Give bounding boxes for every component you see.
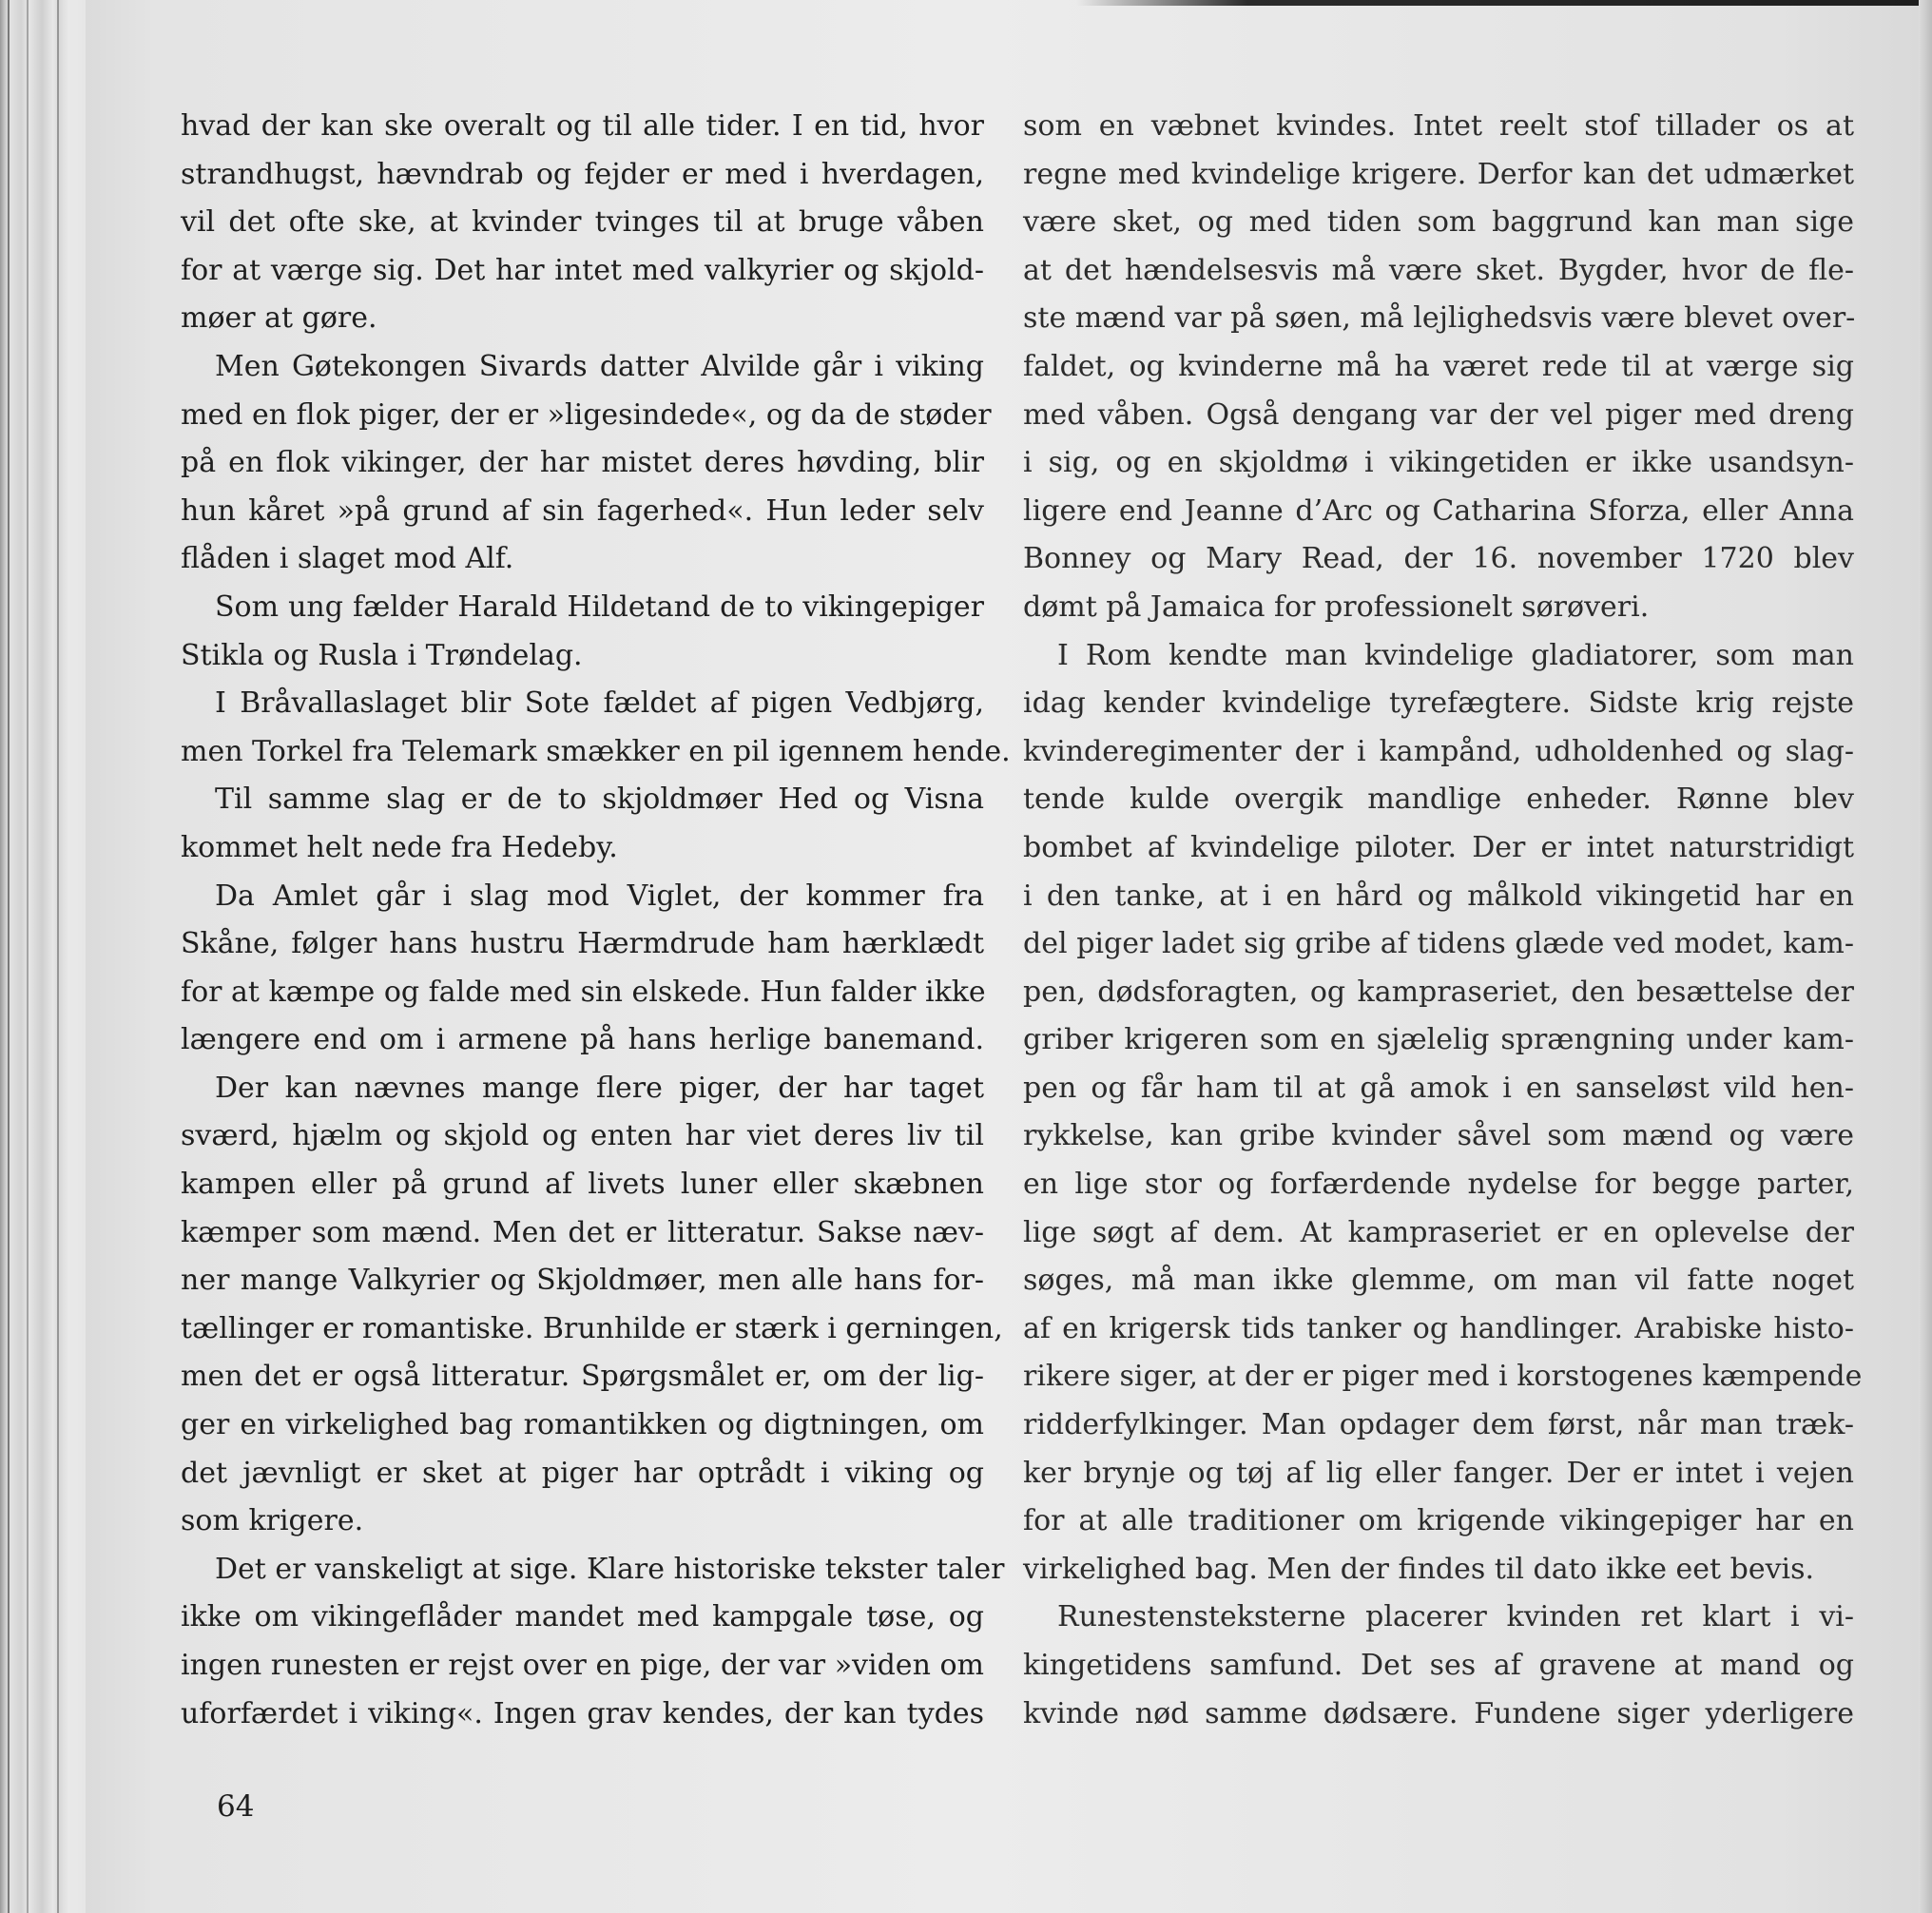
text-line: del piger ladet sig gribe af tidens glæde ved modet, kam- [1023,927,1854,961]
text-line: med en flok piger, der er »ligesindede«, og da de støder [181,397,992,432]
text-line: kingetidens samfund. Det ses af gravene at mand og [1023,1649,1854,1682]
text-line: I Rom kendte man kvindelige gladiatorer, som man [1057,638,1854,672]
text-line: pen, dødsforagten, og kampraseriet, den besættelse der [1023,975,1854,1009]
text-line: hun kåret »på grund af sin fagerhed«. Hun leder selv [181,493,984,528]
text-line: at det hændelsesvis må være sket. Bygder, hvor de fle- [1023,253,1854,287]
text-line: ingen runesten er rejst over en pige, der var »viden om [181,1649,984,1682]
text-line: som krigere. [181,1504,364,1538]
text-line: i sig, og en skjoldmø i vikingetiden er ikke usandsyn- [1023,446,1854,480]
text-line: sværd, hjælm og skjold og enten har viet deres liv til [181,1119,984,1153]
page-right-edge [1919,0,1932,1913]
text-line: uforfærdet i viking«. Ingen grav kendes, der kan tydes [181,1696,984,1730]
text-line: Det er vanskeligt at sige. Klare historiske tekster taler [215,1552,1005,1586]
text-line: rikere siger, at der er piger med i korstogenes kæmpende [1023,1360,1863,1394]
text-line: en lige stor og forfærdende nydelse for begge parter, [1023,1168,1854,1202]
text-line: som en væbnet kvindes. Intet reelt stof tillader os at [1023,109,1854,143]
left-text-column [181,103,1011,1738]
text-line: tende kulde overgik mandlige enheder. Rønne blev [1023,783,1854,817]
page-number: 64 [217,1789,255,1824]
text-line: ner mange Valkyrier og Skjoldmøer, men alle hans for- [181,1264,984,1298]
text-line: Stikla og Rusla i Trøndelag. [181,638,583,672]
text-line: ker brynje og tøj af lig eller fanger. Der er intet i vejen [1023,1456,1854,1490]
text-line: ger en virkelighed bag romantikken og digtningen, om [181,1408,984,1442]
text-line: kampen eller på grund af livets luner eller skæbnen [181,1168,984,1202]
page-edge-line [8,0,10,1913]
right-text-column [1023,103,1863,1738]
text-line: ligere end Jeanne d’Arc og Catharina Sforza, eller Anna [1023,493,1854,528]
text-line: ikke om vikingeflåder mandet med kampgale tøse, og [181,1600,984,1634]
text-line: kvinde nød samme dødsære. Fundene siger yderligere [1023,1696,1854,1730]
text-line: på en flok vikinger, der har mistet deres høvding, blir [181,446,984,480]
text-line: Runestensteksterne placerer kvinden ret klart i vi- [1057,1600,1854,1634]
text-line: strandhugst, hævndrab og fejder er med i hverdagen, [181,157,984,191]
text-line: kæmper som mænd. Men det er litteratur. Sakse næv- [181,1215,984,1249]
text-line: regne med kvindelige krigere. Derfor kan det udmærket [1023,157,1854,191]
text-line: for at kæmpe og falde med sin elskede. Hun falder ikke [181,975,986,1009]
page-edge-line [27,0,29,1913]
text-line: Men Gøtekongen Sivards datter Alvilde går i viking [215,349,984,383]
text-line: med våben. Også dengang var der vel piger med dreng [1023,397,1854,432]
text-line: kommet helt nede fra Hedeby. [181,830,618,864]
text-line: ste mænd var på søen, må lejlighedsvis være blevet over- [1023,301,1856,336]
text-line: søges, må man ikke glemme, om man vil fatte noget [1023,1264,1854,1298]
text-line: hvad der kan ske overalt og til alle tider. I en tid, hvor [181,109,984,143]
text-line: pen og får ham til at gå amok i en sanseløst vild hen- [1023,1071,1854,1105]
text-line: virkelighed bag. Men der findes til dato ikke eet bevis. [1023,1552,1815,1586]
text-line: bombet af kvindelige piloter. Der er intet naturstridigt [1023,830,1854,864]
text-line: men det er også litteratur. Spørgsmålet er, om der lig- [181,1360,984,1394]
text-line: rykkelse, kan gribe kvinder såvel som mænd og være [1023,1119,1854,1153]
text-line: være sket, og med tiden som baggrund kan man sige [1023,205,1854,240]
text-line: længere end om i armene på hans herlige banemand. [181,1023,984,1057]
text-line: Da Amlet går i slag mod Viglet, der kommer fra [215,879,984,913]
page-edge-line [57,0,59,1913]
text-line: flåden i slaget mod Alf. [181,542,514,576]
text-line: men Torkel fra Telemark smækker en pil igennem hende. [181,734,1011,768]
text-line: lige søgt af dem. At kampraseriet er en oplevelse der [1023,1215,1854,1249]
text-line: Bonney og Mary Read, der 16. november 1720 blev [1023,542,1854,576]
text-line: af en krigersk tids tanker og handlinger. Arabiske histo- [1023,1311,1854,1345]
text-line: idag kender kvindelige tyrefægtere. Sidste krig rejste [1023,686,1854,721]
page-stack-edge [0,0,86,1913]
text-line: for at værge sig. Det har intet med valkyrier og skjold- [181,253,984,287]
text-line: dømt på Jamaica for professionelt sørøveri. [1023,589,1650,624]
text-line: griber krigeren som en sjælelig sprængning under kam- [1023,1023,1854,1057]
text-line: Skåne, følger hans hustru Hærmdrude ham hærklædt [181,927,984,961]
text-line: Til samme slag er de to skjoldmøer Hed og Visna [215,783,984,817]
text-line: vil det ofte ske, at kvinder tvinges til at bruge våben [181,205,984,240]
text-line: kvinderegimenter der i kampånd, udholdenhed og slag- [1023,734,1854,768]
text-line: I Bråvallaslaget blir Sote fældet af pigen Vedbjørg, [215,686,984,721]
text-line: ridderfylkinger. Man opdager dem først, når man træk- [1023,1408,1854,1442]
text-line: for at alle traditioner om krigende vikingepiger har en [1023,1504,1854,1538]
text-line: Der kan nævnes mange flere piger, der har taget [215,1071,984,1105]
text-line: Som ung fælder Harald Hildetand de to vikingepiger [215,589,984,624]
text-line: faldet, og kvinderne må ha været rede til at værge sig [1023,349,1854,383]
text-line: det jævnligt er sket at piger har optrådt i viking og [181,1456,984,1490]
text-line: møer at gøre. [181,301,377,336]
text-line: tællinger er romantiske. Brunhilde er stærk i gerningen, [181,1311,1003,1345]
top-shadow [1076,0,1932,6]
text-line: i den tanke, at i en hård og målkold vikingetid har en [1023,879,1854,913]
